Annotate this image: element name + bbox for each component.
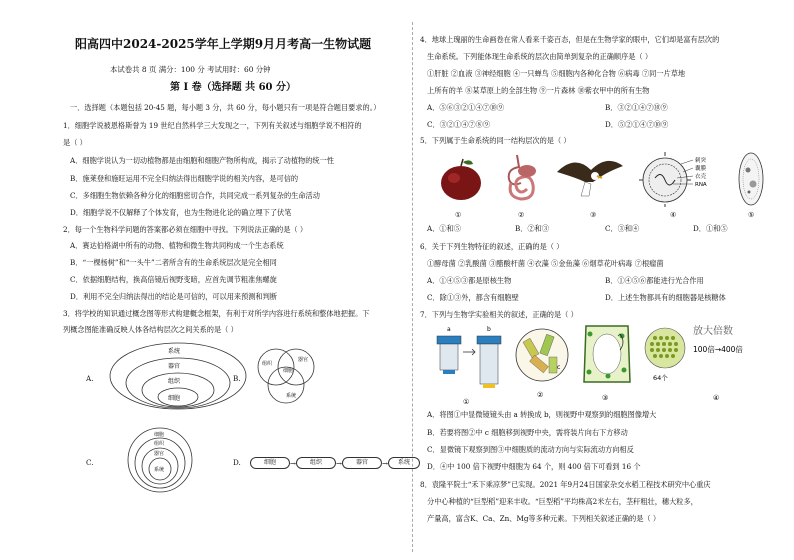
lens-a-label: a — [447, 326, 451, 333]
q3a-label-cell: 细胞 — [168, 395, 181, 402]
q7-plant-cell — [580, 322, 635, 404]
q8-stem-cont: 分中心种植的“巨型稻”迎来丰收。“巨型稻”平均株高2米左右，茎秆粗壮，穗大粒多， — [427, 497, 698, 506]
q1-option-d: D．细胞学说不仅解释了个体发育，也为生物进化论的确立埋下了伏笔 — [70, 208, 292, 217]
q7-option-c: C．显微镜下观察到图③中细胞质的流动方向与实际流动方向相反 — [427, 445, 634, 454]
q3b-label-organ: 器官 — [298, 357, 309, 363]
q6-option-a: A．①④⑤③都是原核生物 — [427, 276, 512, 285]
q5-label-5: ⑤ — [748, 210, 755, 219]
q5-option-c: C．③和④ — [605, 224, 640, 233]
q4-stem: 4．地球上瑰丽的生命画卷在常人看来千姿百态，但是在生物学家的眼中，它们却是富有层次的 — [420, 35, 720, 44]
q1-option-a: A．细胞学说认为一切动植物都是由细胞和细胞产物所构成，揭示了动植物的统一性 — [70, 156, 334, 165]
virus-label-spike: 刺突 — [695, 158, 707, 164]
q5-label-3: ③ — [590, 210, 597, 219]
virus-label-rna: RNA — [695, 182, 707, 188]
q5-option-d: D．①和⑤ — [693, 224, 728, 233]
q2-stem: 2．每一个生物科学问题的答案都必须在细胞中寻找。下列说法正确的是（ ） — [63, 225, 308, 234]
q4-option-d: D．⑤②①④⑦⑩⑨ — [605, 120, 669, 129]
q3-diagram-c — [125, 425, 195, 495]
q3d-box-cell: 细胞 — [250, 457, 290, 469]
lens-b-label: b — [487, 326, 491, 333]
fig-3-label: ③ — [602, 394, 609, 402]
virus-label-envelope: 囊膜 — [695, 166, 707, 172]
exam-meta: 本试卷共 8 页 满分：100 分 考试用时：60 分钟 — [110, 65, 271, 74]
q7-option-b: B．若要将图②中 c 细胞移到视野中央，需将装片向右下方移动 — [427, 428, 628, 437]
q2-option-c: C．依据细胞结构，换高倍镜后视野变暗，应首先调节粗准焦螺旋 — [70, 275, 277, 284]
q3d-arrow: → — [290, 459, 297, 468]
q5-label-2: ② — [518, 210, 525, 219]
q7-objective-lenses — [435, 322, 525, 407]
q6-option-c: C．除①③外，都含有细胞壁 — [427, 293, 519, 302]
q4-stem-cont: 生命系统。下列能体现生命系统的层次由简单到复杂的正确顺序是（ ） — [427, 52, 653, 61]
q3d-arrow-3: → — [382, 459, 389, 468]
q3d-box-tissue: 组织 — [296, 457, 336, 469]
q3a-label-system: 系统 — [168, 348, 181, 355]
paramecium-image — [733, 150, 769, 208]
q6-items: ①酵母菌 ②乳酸菌 ③醋酸杆菌 ④衣藻 ⑤金鱼藻 ⑥烟草花叶病毒 ⑦根瘤菌 — [427, 259, 664, 268]
q4-option-a: A．⑤⑥③②①④⑦⑩⑨ — [427, 103, 505, 112]
q3-option-a: A. — [86, 374, 94, 383]
virus-diagram — [637, 152, 732, 207]
q2-option-b: B．“一棵杨树”和“一头牛”二者所含有的生命系统层次是完全相同 — [70, 258, 277, 267]
q7-option-a: A．将图①中显微镜镜头由 a 转换成 b，则视野中观察到的细胞图像增大 — [427, 410, 657, 419]
digestive-system-image — [499, 153, 544, 203]
q3-diagram-b — [248, 345, 328, 410]
fig-2-label: ② — [537, 391, 544, 399]
q8-stem: 8．袁隆平院士“禾下乘凉梦”已实现。2021 年9月24日国家杂交水稻工程技术研究中心重庆 — [420, 480, 711, 489]
magnification-change: 100倍→400倍 — [693, 345, 743, 354]
q3c-label-cell: 细胞 — [154, 432, 165, 438]
q5-option-b: B．②和③ — [515, 224, 550, 233]
q3-option-c: C. — [86, 458, 94, 467]
q3a-label-organ: 器官 — [168, 363, 181, 370]
q5-stem: 5．下列属于生命系统的同一结构层次的是（ ） — [420, 136, 571, 145]
q3-stem: 3．将学校的知识通过概念图等形式构建概念框架，有利于对所学内容进行系统和整体地把握。下 — [63, 309, 370, 318]
q4-option-b: B．③②①④⑦⑩⑨ — [605, 103, 668, 112]
q3a-label-tissue: 组织 — [168, 378, 181, 385]
q4-items-cont: 上所有的羊 ⑧某草原上的全部生物 ⑨一片森林 ⑩紫衣甲中的所有生物 — [427, 86, 650, 95]
q3c-label-tissue: 组织 — [154, 441, 165, 447]
section-instruction: 一．选择题（本题包括 20-45 题，每小题 3 分，共 60 分，每小题只有一项是符合题目要求的。） — [70, 103, 381, 112]
fig-4-label: ④ — [713, 394, 720, 402]
q3-option-d: D. — [233, 458, 241, 467]
cell-count: 64个 — [653, 374, 668, 382]
q5-label-1: ① — [455, 210, 462, 219]
magnification-title: 放大倍数 — [693, 326, 733, 337]
q3b-label-tissue: 组织 — [262, 361, 273, 367]
q3-option-b: B. — [233, 374, 241, 383]
q1-stem: 1．细胞学说被恩格斯誉为 19 世纪自然科学三大发现之一，下列有关叙述与细胞学说不相符的 — [63, 121, 362, 130]
q1-option-b: B．施莱登和施旺运用不完全归纳法得出细胞学说的相关内容，是可信的 — [70, 174, 299, 183]
q3d-box-system: 系统 — [388, 457, 420, 469]
q3c-label-organ: 器官 — [154, 451, 165, 457]
column-divider — [412, 22, 413, 552]
q2-option-d: D．利用不完全归纳法得出的结论是可信的，可以用来预测和判断 — [70, 292, 278, 301]
q7-option-d: D．④中 100 倍下视野中细胞为 64 个，则 400 倍下可看到 16 个 — [427, 462, 641, 471]
eagle-image — [555, 152, 625, 204]
virus-label-capsid: 衣壳 — [695, 174, 707, 180]
q6-option-d: D．上述生物都具有的细胞器是核糖体 — [605, 293, 726, 302]
q3b-label-cell: 细胞 — [283, 368, 294, 374]
q3d-arrow-2: → — [336, 459, 343, 468]
q1-option-c: C．多细胞生物依赖各种分化的细胞密切合作，共同完成一系列复杂的生命活动 — [70, 191, 320, 200]
q7-magnification — [643, 322, 773, 404]
q3b-label-system: 系统 — [286, 393, 297, 399]
q4-items: ①肝脏 ②血液 ③神经细胞 ④一只蝉鸟 ⑤细胞内各种化合物 ⑥病毒 ⑦同一片草地 — [427, 69, 686, 78]
q5-option-a: A．①和⑤ — [427, 224, 461, 233]
q2-option-a: A．赛达伯格湖中所有的动物、植物和微生物共同构成一个生态系统 — [70, 241, 284, 250]
section-heading: 第 I 卷（选择题 共 60 分） — [170, 82, 297, 93]
q5-label-4: ④ — [670, 210, 677, 219]
q8-stem-cont-2: 产量高，富含K、Ca、Zn、Mg等多种元素。下列相关叙述正确的是（ ） — [427, 514, 661, 523]
cell-c-label: c — [557, 364, 561, 371]
q3c-label-system: 系统 — [154, 467, 165, 473]
q6-option-b: B．①④⑤⑥都能进行光合作用 — [605, 276, 704, 285]
fig-1-label: ① — [463, 398, 470, 406]
apple-image — [437, 156, 485, 202]
q6-stem: 6．关于下列生物特征的叙述，正确的是（ ） — [420, 242, 564, 251]
q3-stem-cont: 列概念图能准确反映人体各结构层次之间关系的是（ ） — [63, 325, 238, 334]
q7-cell-view — [515, 325, 570, 405]
q7-stem: 7．下列与生物学实验相关的叙述，正确的是（ ） — [420, 310, 578, 319]
q1-stem-cont: 是（ ） — [63, 138, 87, 147]
q4-option-c: C．③②①④⑦⑧⑨ — [427, 120, 491, 129]
exam-title: 阳高四中2024-2025学年上学期9月月考高一生物试题 — [75, 37, 372, 51]
q3d-box-organ: 器官 — [342, 457, 382, 469]
